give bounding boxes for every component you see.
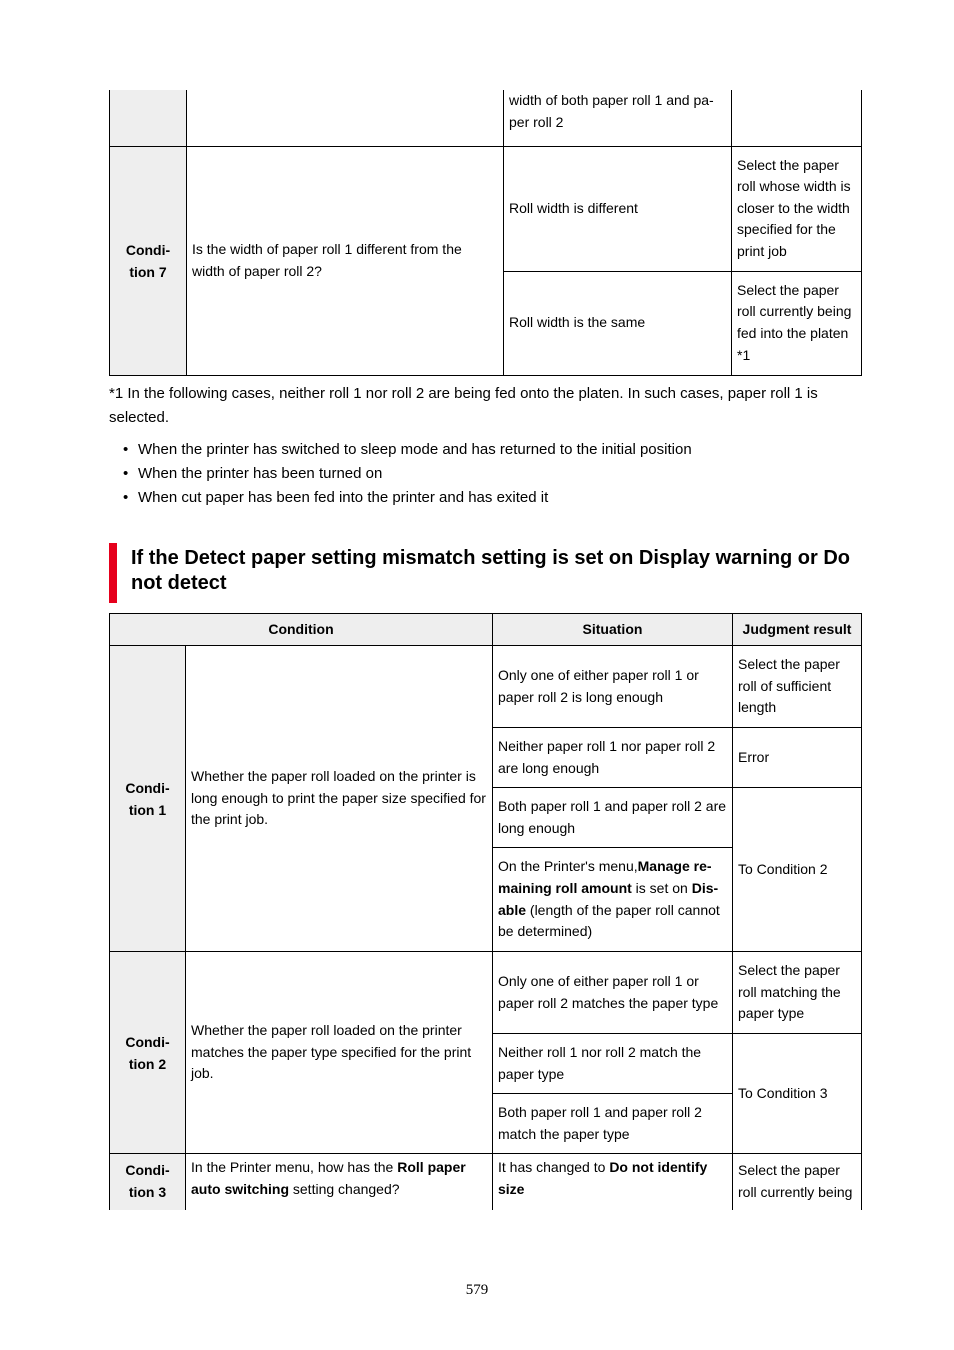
header-condition: Condition: [110, 614, 493, 646]
result-cell: Select the paper roll currently being fed into the platen *1: [732, 271, 862, 375]
result-cell: Error: [733, 728, 862, 788]
result-cell: Select the paper roll matching the paper type: [733, 952, 862, 1034]
condition-7-label: Condi- tion 7: [110, 146, 187, 375]
result-cell-empty: [732, 90, 862, 146]
list-item: • When cut paper has been fed into the printer and has exited it: [123, 486, 863, 510]
list-item: • When the printer has been turned on: [123, 462, 863, 486]
condition-2-label: Condi- tion 2: [110, 952, 186, 1154]
condition-7-question: Is the width of paper roll 1 different from the width of paper roll 2?: [187, 146, 504, 375]
question-cell-empty: [187, 90, 504, 146]
situation-cell: Roll width is the same: [504, 271, 732, 375]
header-judgment-result: Judgment result: [733, 614, 862, 646]
situation-cell: Both paper roll 1 and paper roll 2 are long enough: [493, 788, 733, 848]
result-cell: Select the paper roll whose width is closer to the width specified for the print job: [732, 146, 862, 271]
bullet-marker: •: [123, 465, 129, 482]
section-heading: If the Detect paper setting mismatch setting is set on Display warning or Do not detect: [131, 547, 851, 594]
list-item: • When the printer has switched to sleep mode and has returned to the initial position: [123, 438, 863, 462]
situation-cell: Neither roll 1 nor roll 2 match the paper type: [493, 1034, 733, 1094]
result-cell: To Condition 2: [733, 788, 862, 952]
page-number: 579: [465, 1282, 489, 1298]
result-cell: Select the paper roll currently being: [733, 1154, 862, 1210]
condition-3-label: Condi- tion 3: [110, 1154, 186, 1210]
condition-table: [109, 613, 862, 1210]
bullet-list: [123, 438, 863, 510]
footnote: *1 In the following cases, neither roll 1 nor roll 2 are being fed onto the platen. In such cases, paper roll 1 is selected.: [109, 385, 818, 426]
situation-cell: It has changed to Do not identify size: [493, 1154, 733, 1210]
situation-cell: Both paper roll 1 and paper roll 2 match the paper type: [493, 1094, 733, 1154]
condition-1-question: Whether the paper roll loaded on the printer is long enough to print the paper size specified for the print job.: [186, 646, 493, 952]
result-cell: Select the paper roll of sufficient length: [733, 646, 862, 728]
situation-cell: Neither paper roll 1 nor paper roll 2 are long enough: [493, 728, 733, 788]
bullet-marker: •: [123, 489, 129, 506]
condition-3-question: In the Printer menu, how has the Roll paper auto switching setting changed?: [186, 1154, 493, 1210]
condition-table-continued: [109, 90, 862, 376]
result-cell: To Condition 3: [733, 1034, 862, 1154]
situation-cell: On the Printer's menu,Manage re-maining roll amount is set on Dis-able (length of the paper roll cannot be determined): [493, 848, 733, 952]
situation-cell: Only one of either paper roll 1 or paper roll 2 is long enough: [493, 646, 733, 728]
situation-cell: width of both paper roll 1 and pa- per roll 2: [504, 90, 732, 146]
situation-cell: Only one of either paper roll 1 or paper roll 2 matches the paper type: [493, 952, 733, 1034]
condition-2-question: Whether the paper roll loaded on the printer matches the paper type specified for the print job.: [186, 952, 493, 1154]
condition-1-label: Condi- tion 1: [110, 646, 186, 952]
header-situation: Situation: [493, 614, 733, 646]
condition-cell-empty: [110, 90, 187, 146]
heading-accent-bar: [109, 543, 117, 603]
bullet-marker: •: [123, 441, 129, 458]
situation-cell: Roll width is different: [504, 146, 732, 271]
